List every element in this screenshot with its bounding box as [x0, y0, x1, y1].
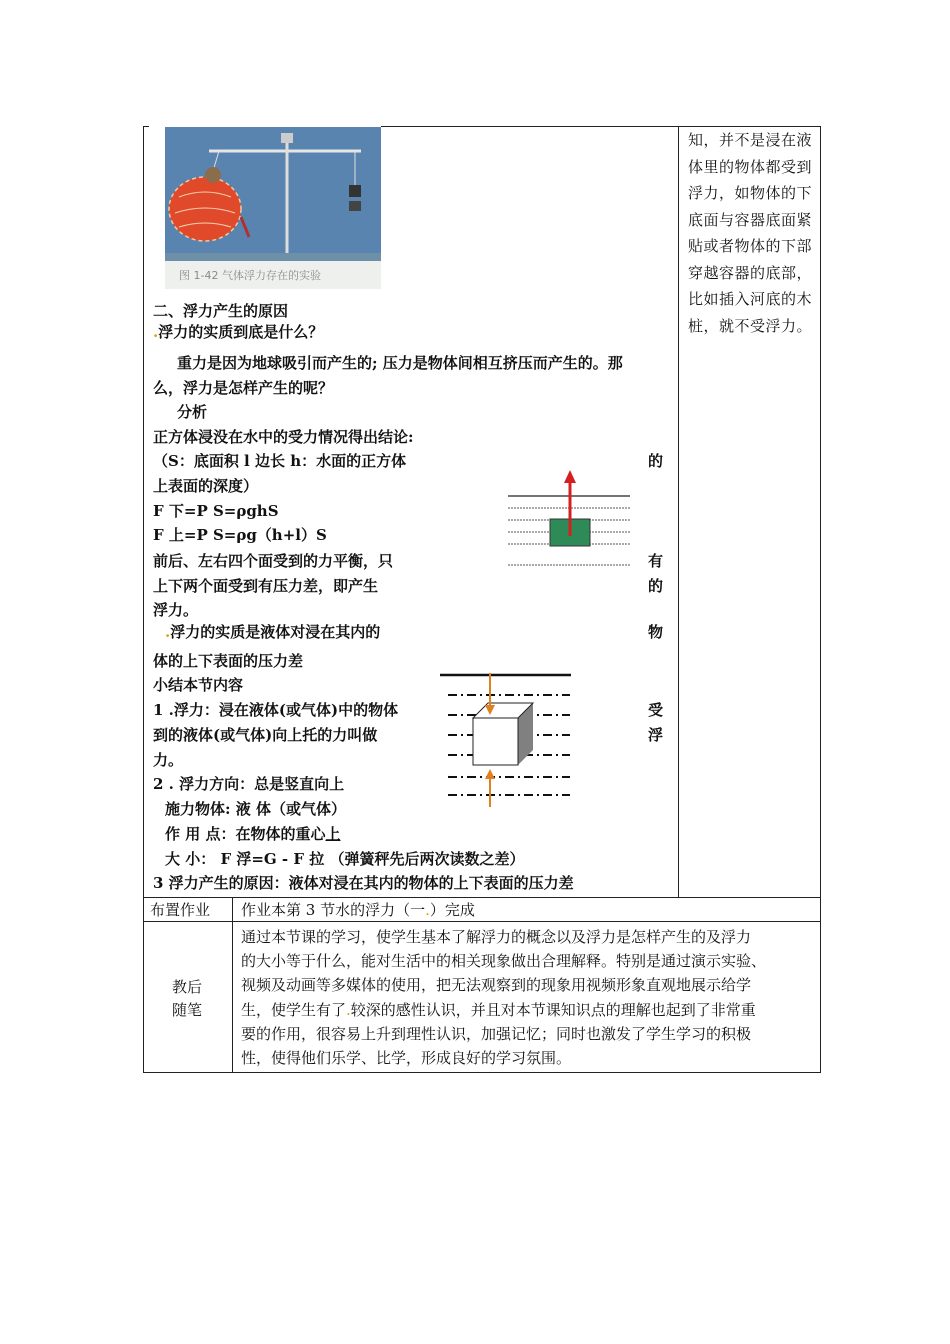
- section-title: 二、浮力产生的原因: [153, 302, 289, 320]
- side-column-divider: [678, 126, 679, 897]
- block-in-water-diagram: [505, 468, 635, 568]
- reflection-label-1: 教后: [172, 978, 203, 996]
- summary-1-line-3: 力。: [153, 751, 184, 769]
- reflection-line: 性，使得他们乐学、比学，形成良好的学习氛围。: [241, 1049, 572, 1067]
- balance-line-2: 上下两个面受到有压力差，即产生: [153, 577, 379, 595]
- experiment-photo: [165, 127, 381, 289]
- homework-text: 作业本第 3 节水的浮力（一.）完成: [241, 901, 475, 919]
- essence-line-1: .浮力的实质是液体对浸在其内的: [165, 623, 381, 641]
- summary-2-direction: 2 . 浮力方向：总是竖直向上: [153, 775, 345, 793]
- s-definition-line-2: 上表面的深度）: [153, 477, 259, 495]
- balance-line-3: 浮力。: [153, 601, 199, 619]
- essence-line-2: 体的上下表面的压力差: [153, 652, 304, 670]
- formula-f-up: F 上=P S=ρg（h+l）S: [153, 526, 327, 544]
- cube-front-face: [473, 718, 518, 765]
- summary-2-size: 大 小： F 浮=G - F 拉 （弹簧秤先后两次读数之差）: [165, 850, 525, 868]
- analysis-heading: 分析: [177, 403, 208, 421]
- summary-1-line-1-right: 受: [648, 701, 664, 719]
- question: .浮力的实质到底是什么？: [153, 323, 324, 341]
- reflection-label-2: 随笔: [172, 1001, 203, 1019]
- row-divider-2: [143, 921, 821, 922]
- reflection-line: 通过本节课的学习，使学生基本了解浮力的概念以及浮力是怎样产生的及浮力: [241, 928, 752, 946]
- summary-1-line-2: 到的液体(或气体)向上托的力叫做: [153, 726, 378, 744]
- right-border: [820, 126, 821, 1073]
- row-divider-1: [143, 897, 821, 898]
- reflection-line: 要的作用，很容易上升到理性认识，加强记忆；同时也激发了学生学习的积极: [241, 1025, 752, 1043]
- cube-pressure-diagram: [438, 665, 574, 809]
- essence-line-1-right: 物: [648, 623, 664, 641]
- s-definition-right: 的: [648, 452, 664, 470]
- summary-3-cause: 3 浮力产生的原因：液体对浸在其内的物体的上下表面的压力差: [153, 874, 574, 892]
- arrow-head: [564, 470, 576, 483]
- homework-label: 布置作业: [150, 901, 211, 919]
- balance-line-1: 前后、左右四个面受到的力平衡，只: [153, 552, 394, 570]
- balance-line-1-right: 有: [648, 552, 664, 570]
- balance-line-2-right: 的: [648, 577, 664, 595]
- summary-2-point: 作 用 点：在物体的重心上: [165, 825, 341, 843]
- summary-heading: 小结本节内容: [153, 676, 244, 694]
- label-column-divider: [232, 897, 233, 1072]
- s-definition-line-1: （S：底面积 l 边长 h：水面的正方体: [153, 452, 407, 470]
- side-note: 知，并不是浸在液体里的物体都受到浮力，如物体的下底面与容器底面紧贴或者物体的下部穿越容器的底部，比如插入河底的木桩，就不受浮力。: [688, 131, 813, 335]
- reflection-line: 生，使学生有了.较深的感性认识，并且对本节课知识点的理解也起到了非常重: [241, 1001, 756, 1019]
- summary-1-line-1: 1 .浮力：浸在液体(或气体)中的物体: [153, 701, 399, 719]
- summary-2-agent: 施力物体: 液 体（或气体）: [165, 800, 346, 818]
- arrow-head: [485, 769, 495, 779]
- reflection-line: 视频及动画等多媒体的使用，把无法观察到的现象用视频形象直观地展示给学: [241, 976, 752, 994]
- left-border: [143, 126, 144, 1073]
- summary-1-line-2-right: 浮: [648, 726, 664, 744]
- bottom-border: [143, 1072, 821, 1073]
- reflection-line: 的大小等于什么，能对生活中的相关现象做出合理解释。特别是通过演示实验、: [241, 952, 767, 970]
- paragraph-1-line-2: 么，浮力是怎样产生的呢？: [153, 379, 334, 397]
- paragraph-1-line-1: 重力是因为地球吸引而产生的; 压力是物体间相互挤压而产生的。那: [177, 354, 623, 372]
- cube-title: 正方体浸没在水中的受力情况得出结论:: [153, 428, 414, 446]
- photo-caption: 图 1-42 气体浮力存在的实验: [179, 269, 321, 282]
- formula-f-down: F 下=P S=ρghS: [153, 502, 279, 520]
